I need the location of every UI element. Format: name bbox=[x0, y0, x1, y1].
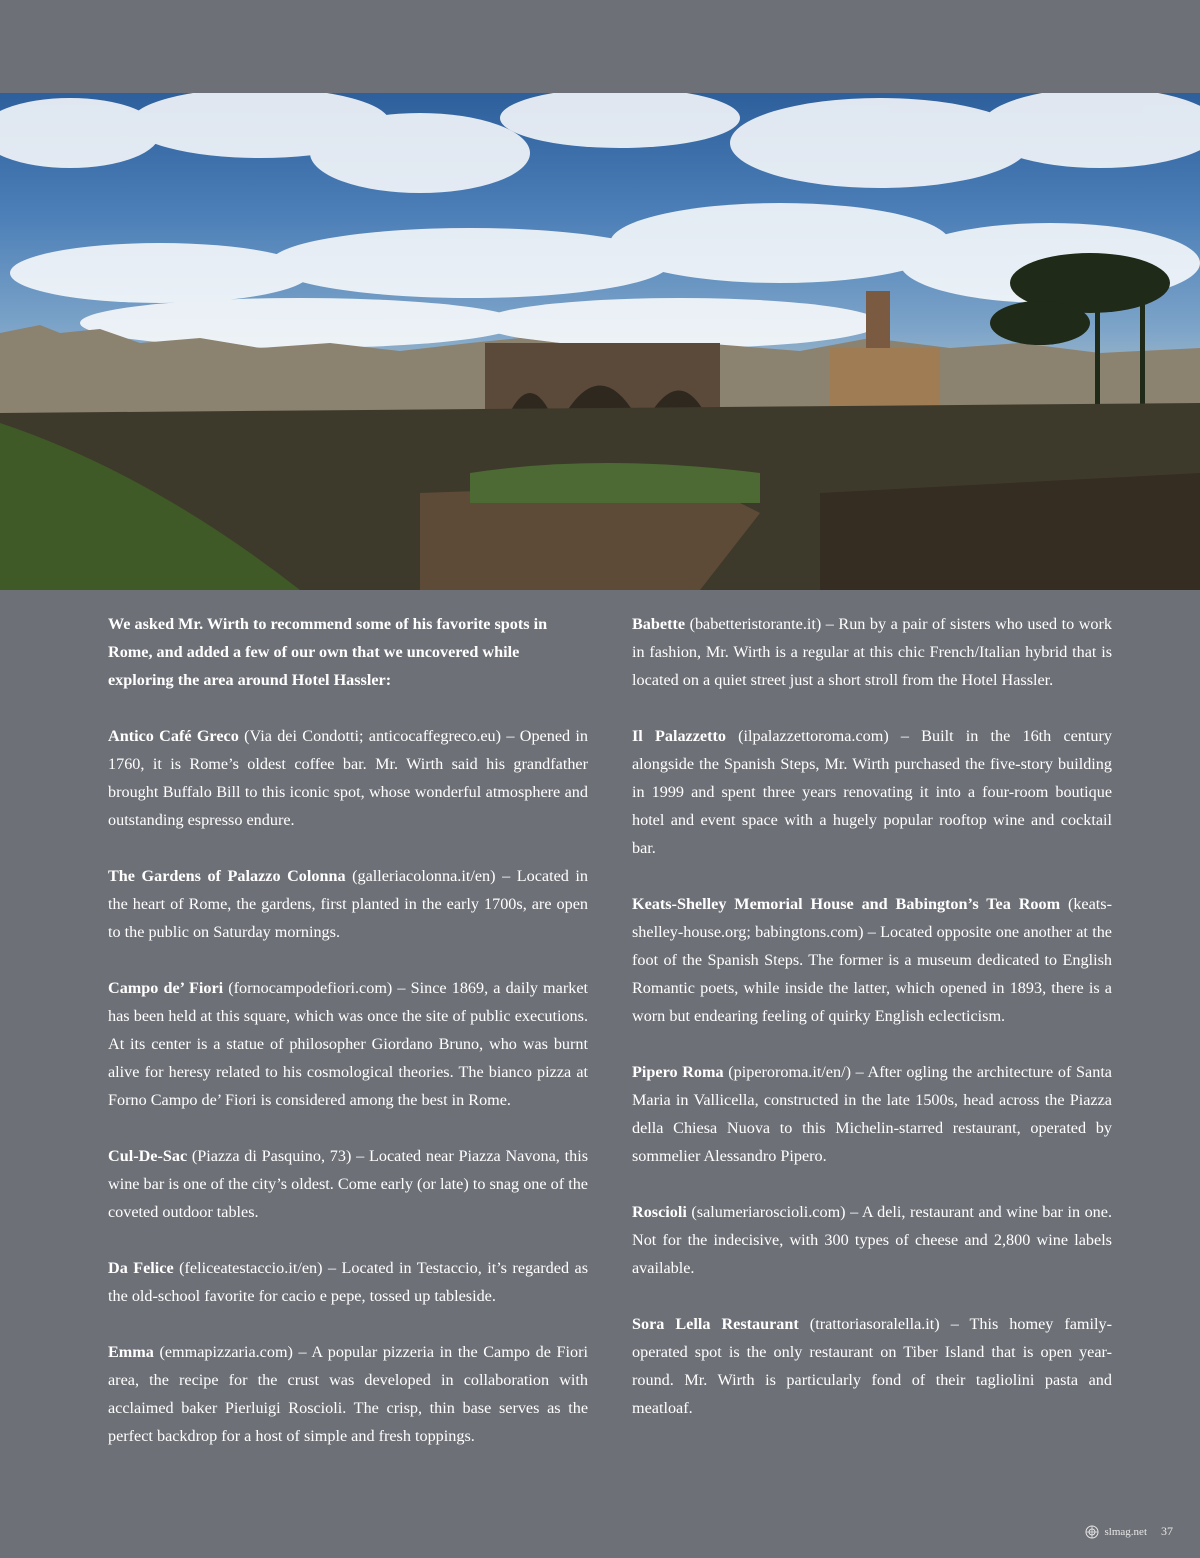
venue-name: Roscioli bbox=[632, 1203, 687, 1221]
list-item bbox=[632, 722, 1112, 862]
left-column bbox=[108, 610, 588, 1478]
venue-name: Il Palazzetto bbox=[632, 727, 726, 745]
venue-description: (trattoriasoralella.it) – This homey family-operated spot is the only restaurant on Tiber Island that is open year-round. Mr. Wirth is particularly fond of their tagliolini pasta and meatloaf. bbox=[632, 1315, 1113, 1417]
venue-name: Emma bbox=[108, 1343, 154, 1361]
page-footer bbox=[1085, 1524, 1173, 1539]
list-item bbox=[108, 1142, 588, 1226]
venue-description: (babetteristorante.it) – Run by a pair of sisters who used to work in fashion, Mr. Wirth is a regular at this chic French/Italian hybrid that is located on a quiet street just a short stroll from the Hotel Hassler. bbox=[632, 615, 1112, 689]
list-item bbox=[108, 974, 588, 1114]
venue-description: (piperoroma.it/en/) – After ogling the architecture of Santa Maria in Vallicella, constructed in the late 1500s, head across the Piazza della Chiesa Nuova to this Michelin-starred restaurant, operated by sommelier Alessandro Pipero. bbox=[632, 1063, 1112, 1165]
list-item bbox=[632, 890, 1112, 1030]
list-item bbox=[632, 1198, 1112, 1282]
venue-description: (salumeriaroscioli.com) – A deli, restaurant and wine bar in one. Not for the indecisive, with 300 types of cheese and 2,800 wine labels available. bbox=[632, 1203, 1112, 1277]
list-item bbox=[108, 722, 588, 834]
venue-name: Da Felice bbox=[108, 1259, 174, 1277]
magazine-logo-icon bbox=[1085, 1525, 1099, 1539]
right-column bbox=[632, 610, 1112, 1450]
venue-name: Keats-Shelley Memorial House and Babington’s Tea Room bbox=[632, 895, 1061, 913]
venue-description: (Piazza di Pasquino, 73) – Located near Piazza Navona, this wine bar is one of the city’s oldest. Come early (or late) to snag one of the coveted outdoor tables. bbox=[108, 1147, 588, 1221]
venue-name: Cul-De-Sac bbox=[108, 1147, 188, 1165]
hero-photo bbox=[0, 93, 1200, 590]
roman-forum-photo bbox=[0, 93, 1200, 590]
venue-name: Babette bbox=[632, 615, 686, 633]
venue-description: (ilpalazzettoroma.com) – Built in the 16th century alongside the Spanish Steps, Mr. Wirth purchased the five-story building in 1999 and spent three years renovating it into a four-room boutique hotel and event space with a hugely popular rooftop wine and cocktail bar. bbox=[632, 727, 1112, 857]
intro-paragraph: We asked Mr. Wirth to recommend some of his favorite spots in Rome, and added a few of our own that we uncovered while exploring the area around Hotel Hassler: bbox=[108, 615, 548, 689]
venue-description: (feliceatestaccio.it/en) – Located in Testaccio, it’s regarded as the old-school favorite for cacio e pepe, tossed up tableside. bbox=[108, 1259, 588, 1305]
venue-name: Pipero Roma bbox=[632, 1063, 724, 1081]
page-number: 37 bbox=[1161, 1524, 1173, 1538]
venue-description: (keats-shelley-house.org; babingtons.com) – Located opposite one another at the foot of the Spanish Steps. The former is a museum dedicated to English Romantic poets, while inside the latter, which opened in 1893, there is a worn but endearing feeling of quirky English eclecticism. bbox=[632, 895, 1112, 1025]
list-item bbox=[108, 1338, 588, 1450]
list-item bbox=[632, 1058, 1112, 1170]
list-item bbox=[632, 1310, 1112, 1422]
site-url: slmag.net bbox=[1104, 1525, 1147, 1538]
venue-name: The Gardens of Palazzo Colonna bbox=[108, 867, 346, 885]
venue-name: Antico Café Greco bbox=[108, 727, 239, 745]
venue-description: (Via dei Condotti; anticocaffegreco.eu) – Opened in 1760, it is Rome’s oldest coffee bar. Mr. Wirth said his grandfather brought Buffalo Bill to this iconic spot, whose wonderful atmosphere and outstanding espresso endure. bbox=[108, 727, 588, 829]
venue-description: (fornocampodefiori.com) – Since 1869, a daily market has been held at this square, which was once the site of public executions. At its center is a statue of philosopher Giordano Bruno, who was burnt alive for heresy related to his cosmological theories. The bianco pizza at Forno Campo de’ Fiori is considered among the best in Rome. bbox=[108, 979, 588, 1109]
list-item bbox=[108, 1254, 588, 1310]
venue-name: Campo de’ Fiori bbox=[108, 979, 224, 997]
venue-name: Sora Lella Restaurant bbox=[632, 1315, 799, 1333]
list-item bbox=[632, 610, 1112, 694]
list-item bbox=[108, 862, 588, 946]
venue-description: (emmapizzaria.com) – A popular pizzeria in the Campo de Fiori area, the recipe for the crust was developed in collaboration with acclaimed baker Pierluigi Roscioli. The crisp, thin base serves as the perfect backdrop for a host of simple and fresh toppings. bbox=[108, 1343, 588, 1445]
venue-description: (galleriacolonna.it/en) – Located in the heart of Rome, the gardens, first planted in the early 1700s, are open to the public on Saturday mornings. bbox=[108, 867, 588, 941]
